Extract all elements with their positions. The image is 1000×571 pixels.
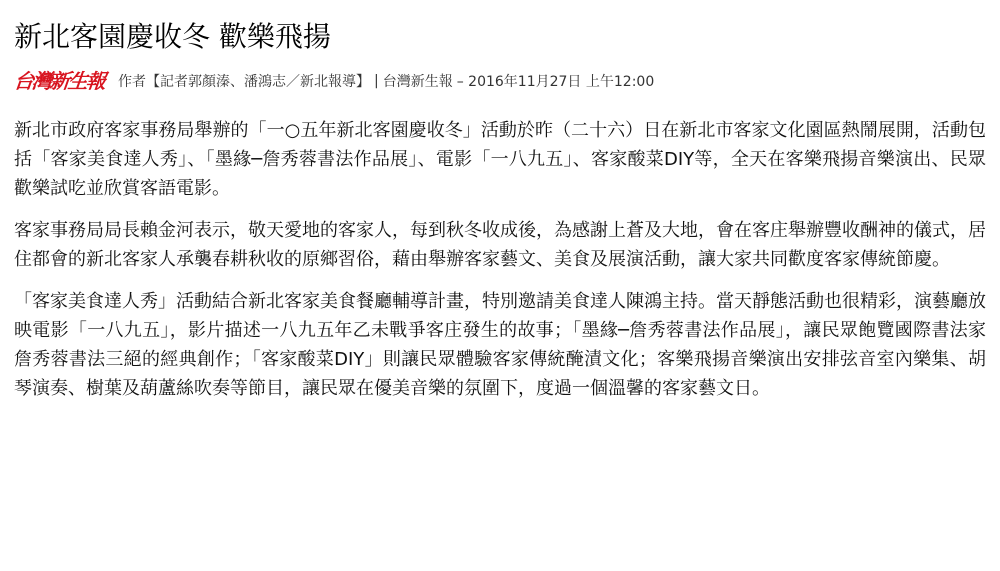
publication-name[interactable]: 台灣新生報 bbox=[382, 74, 453, 90]
newspaper-logo[interactable]: 台灣新生報 bbox=[12, 69, 106, 93]
byline: 作者【記者郭顏溱、潘鴻志／新北報導】 bbox=[118, 74, 370, 90]
meta-separator: | bbox=[374, 73, 379, 89]
paragraph-3: 「客家美食達人秀」活動結合新北客家美食餐廳輔導計畫，特別邀請美食達人陳鴻主持。當天靜態活動也很精彩，演藝廳放映電影「一八九五」，影片描述一八九五年乙未戰爭客庄發生的故事；「墨緣─詹秀蓉書法作品展」，讓民眾飽覽國際書法家詹秀蓉書法三絕的經典創作；「客家酸菜DIY」則讓民眾體驗客家傳統醃漬文化；客樂飛揚音樂演出安排弦音室內樂集、胡琴演奏、樹葉及葫蘆絲吹奏等節目，讓民眾在優美音樂的氛圍下，度過一個溫馨的客家藝文日。 bbox=[14, 291, 986, 399]
article-body bbox=[14, 116, 986, 403]
article-meta bbox=[14, 66, 986, 96]
paragraph-2: 客家事務局局長賴金河表示，敬天愛地的客家人，每到秋冬收成後，為感謝上蒼及大地，會在客庄舉辦豐收酬神的儀式，居住都會的新北客家人承襲春耕秋收的原鄉習俗，藉由舉辦客家藝文、美食及展演活動，讓大家共同歡度客家傳統節慶。 bbox=[14, 220, 986, 270]
article-headline: 新北客園慶收冬 歡樂飛揚 bbox=[14, 20, 331, 53]
paragraph-1: 新北市政府客家事務局舉辦的「一○五年新北客園慶收冬」活動於昨（二十六）日在新北市客家文化園區熱鬧展開，活動包括「客家美食達人秀」、「墨緣─詹秀蓉書法作品展」、電影「一八九五」、客家酸菜DIY等，全天在客樂飛揚音樂演出、民眾歡樂試吃並欣賞客語電影。 bbox=[14, 120, 986, 199]
publish-date: – 2016年11月27日 上午12:00 bbox=[456, 74, 655, 90]
article bbox=[14, 0, 986, 416]
